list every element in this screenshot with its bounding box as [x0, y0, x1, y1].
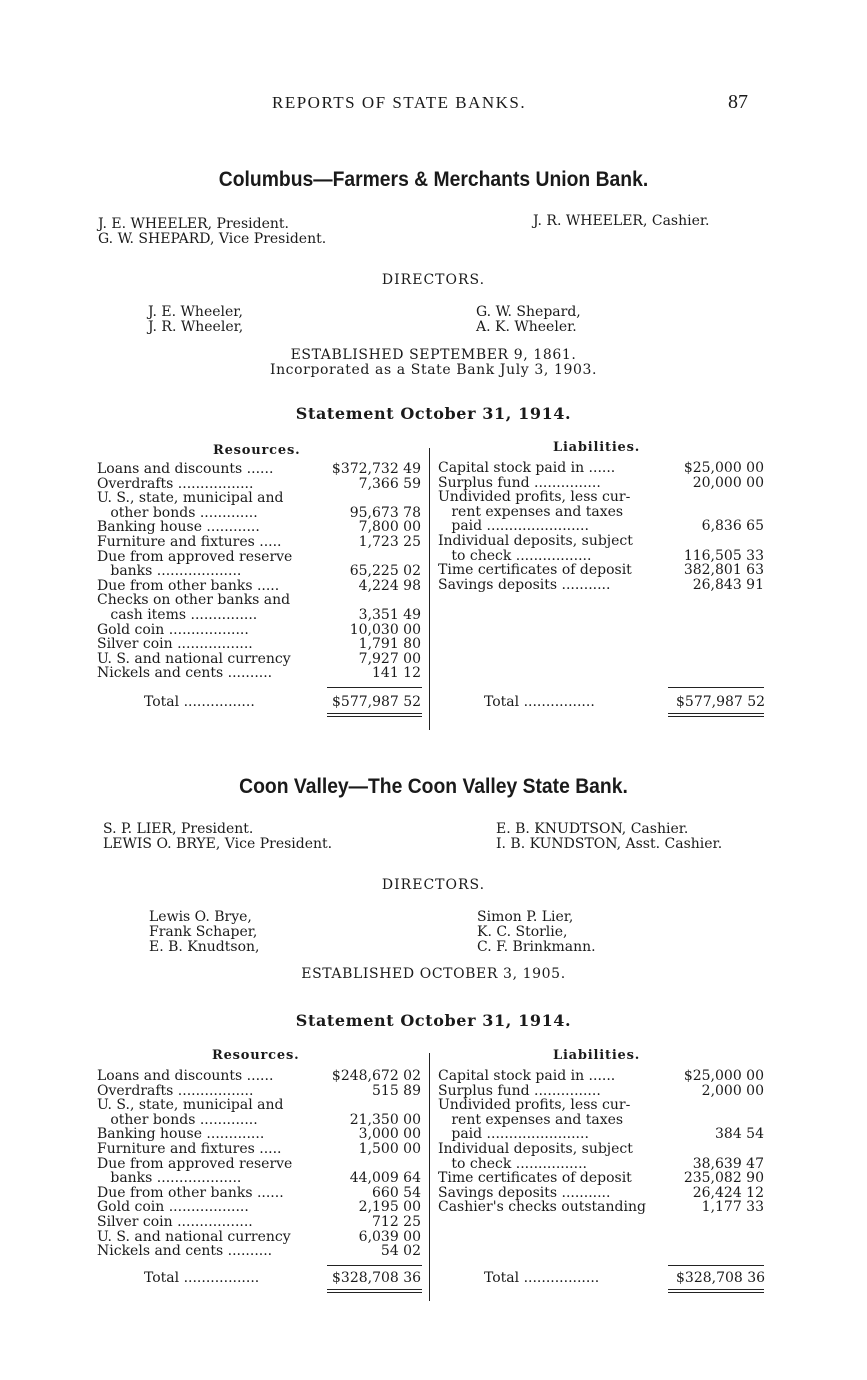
- liability-row: [438, 563, 764, 578]
- line-item-label: Silver coin .................: [97, 1214, 253, 1230]
- resource-row: [97, 1215, 421, 1230]
- line-item-amount: 712 25: [372, 1214, 421, 1230]
- liabilities-heading: Liabilities.: [553, 1048, 641, 1063]
- line-item-label: Capital stock paid in ......: [438, 460, 616, 476]
- established-info: [0, 348, 867, 378]
- director-name: E. B. Knudtson,: [149, 939, 260, 955]
- director-name: G. W. Shepard,: [476, 304, 581, 320]
- resource-row: [97, 535, 421, 550]
- director-name: Frank Schaper,: [149, 924, 258, 940]
- resource-row: [97, 1098, 421, 1113]
- line-item-label: Due from approved reserve: [97, 1155, 293, 1172]
- line-item-amount: 660 54: [372, 1184, 421, 1201]
- resource-row: [97, 608, 421, 623]
- line-item-label: Savings deposits ...........: [438, 1184, 611, 1201]
- liability-row: [438, 490, 764, 505]
- liability-row: [438, 534, 764, 549]
- line-item-amount: $372,732 49: [331, 461, 421, 477]
- line-item-label: Overdrafts .................: [97, 475, 254, 492]
- line-item-label: Capital stock paid in ......: [438, 1068, 616, 1084]
- line-item-amount: 65,225 02: [349, 563, 421, 580]
- liabilities-heading: Liabilities.: [553, 440, 641, 455]
- line-item-label: to check ................: [438, 1155, 587, 1172]
- line-item-label: U. S., state, municipal and: [97, 1097, 284, 1114]
- line-item-amount: 382,801 63: [683, 562, 764, 579]
- director-name: C. F. Brinkmann.: [477, 939, 596, 955]
- total-double-rule: [327, 1289, 422, 1293]
- line-item-label: Individual deposits, subject: [438, 533, 633, 549]
- resource-row: [97, 637, 421, 652]
- line-item-label: U. S. and national currency: [97, 1228, 291, 1245]
- incorporated-date: Incorporated as a State Bank July 3, 1903.: [269, 362, 598, 378]
- line-item-amount: $25,000 00: [683, 460, 764, 476]
- resource-row: [97, 1142, 421, 1157]
- line-item-amount: 4,224 98: [358, 577, 421, 594]
- director-name: A. K. Wheeler.: [476, 319, 577, 335]
- line-item-label: U. S. and national currency: [97, 650, 291, 667]
- established-info: [0, 967, 867, 982]
- resource-row: [97, 1244, 421, 1259]
- line-item-label: Banking house .............: [97, 1126, 265, 1143]
- officers-left: [98, 217, 326, 247]
- column-divider: [429, 448, 430, 730]
- total-label: Total ................: [484, 694, 595, 710]
- total-liabilities: $328,708 36: [676, 1270, 766, 1286]
- director-name: J. E. Wheeler,: [148, 304, 243, 320]
- total-resources: $328,708 36: [332, 1270, 422, 1286]
- subtotal-rule: [327, 687, 422, 688]
- line-item-label: Surplus fund ...............: [438, 1082, 601, 1099]
- line-item-amount: 20,000 00: [692, 474, 764, 491]
- line-item-label: Undivided profits, less cur-: [438, 1097, 631, 1114]
- liability-row: [438, 1200, 764, 1215]
- total-label: Total ................: [144, 694, 255, 710]
- liability-row: [438, 1069, 764, 1084]
- running-head: [0, 93, 867, 117]
- line-item-label: Due from approved reserve: [97, 548, 293, 565]
- line-item-amount: 1,723 25: [358, 534, 421, 550]
- line-item-amount: 384 54: [715, 1126, 764, 1143]
- resource-row: [97, 564, 421, 579]
- line-item-amount: 95,673 78: [349, 504, 421, 521]
- resources-heading: Resources.: [213, 443, 301, 458]
- liability-row: [438, 1142, 764, 1157]
- subtotal-rule: [668, 1265, 764, 1266]
- line-item-label: Banking house ............: [97, 519, 260, 536]
- directors-right: [476, 305, 581, 335]
- line-item-amount: 2,195 00: [358, 1199, 421, 1216]
- line-item-label: U. S., state, municipal and: [97, 490, 284, 507]
- established-date: ESTABLISHED OCTOBER 3, 1905.: [301, 966, 566, 982]
- director-name: Lewis O. Brye,: [149, 909, 252, 925]
- line-item-label: Overdrafts .................: [97, 1082, 254, 1099]
- line-item-label: paid .......................: [438, 518, 589, 535]
- line-item-label: Due from other banks ......: [97, 1184, 284, 1201]
- line-item-amount: 7,927 00: [358, 650, 421, 667]
- line-item-amount: 235,082 90: [683, 1170, 764, 1187]
- officer-president: S. P. LIER, President.: [103, 821, 254, 837]
- line-item-amount: 1,177 33: [701, 1199, 764, 1216]
- line-item-amount: 1,500 00: [358, 1141, 421, 1157]
- total-double-rule: [668, 1289, 764, 1293]
- line-item-amount: $248,672 02: [331, 1068, 421, 1084]
- line-item-amount: 26,424 12: [692, 1184, 764, 1201]
- line-item-label: banks ...................: [97, 1170, 242, 1187]
- director-name: K. C. Storlie,: [477, 924, 568, 940]
- officer-cashier: J. R. WHEELER, Cashier.: [533, 213, 710, 229]
- line-item-label: cash items ...............: [97, 607, 258, 623]
- line-item-amount: 141 12: [372, 665, 421, 682]
- statement-title: Statement October 31, 1914.: [295, 1011, 572, 1030]
- line-item-label: Surplus fund ...............: [438, 474, 601, 491]
- officer-president: J. E. WHEELER, President.: [98, 216, 289, 232]
- line-item-amount: 1,791 80: [358, 636, 421, 653]
- total-liabilities: $577,987 52: [676, 694, 766, 710]
- line-item-label: Nickels and cents ..........: [97, 1243, 273, 1260]
- liability-row: [438, 461, 764, 476]
- directors-heading: DIRECTORS.: [381, 272, 486, 288]
- resources-heading: Resources.: [212, 1048, 300, 1063]
- line-item-amount: 21,350 00: [349, 1111, 421, 1128]
- line-item-label: Individual deposits, subject: [438, 1141, 633, 1157]
- officers-left: [103, 822, 332, 852]
- page-number: 87: [728, 91, 748, 113]
- line-item-amount: 10,030 00: [349, 621, 421, 638]
- officer-cashier: E. B. KNUDTSON, Cashier.: [496, 821, 689, 837]
- line-item-amount: 54 02: [380, 1243, 421, 1260]
- line-item-label: Time certificates of deposit: [438, 562, 632, 579]
- line-item-amount: 6,039 00: [358, 1228, 421, 1245]
- line-item-label: Furniture and fixtures .....: [97, 1141, 282, 1157]
- line-item-label: Savings deposits ...........: [438, 576, 611, 593]
- line-item-amount: 116,505 33: [683, 547, 764, 564]
- line-item-amount: 7,366 59: [358, 475, 421, 492]
- line-item-amount: 2,000 00: [701, 1082, 764, 1099]
- director-name: J. R. Wheeler,: [148, 319, 244, 335]
- line-item-amount: 26,843 91: [692, 576, 764, 593]
- statement-title: Statement October 31, 1914.: [295, 404, 572, 423]
- resource-row: [97, 462, 421, 477]
- line-item-label: rent expenses and taxes: [438, 1111, 624, 1128]
- bank-title: Columbus—Farmers & Merchants Union Bank.: [218, 168, 649, 191]
- officers-right: [496, 822, 722, 852]
- line-item-label: rent expenses and taxes: [438, 503, 624, 520]
- resource-row: [97, 1171, 421, 1186]
- line-item-label: other bonds .............: [97, 504, 258, 521]
- directors-right: [477, 910, 596, 955]
- resource-row: [97, 491, 421, 506]
- line-item-label: Gold coin ..................: [97, 621, 249, 638]
- resource-row: [97, 1069, 421, 1084]
- line-item-label: banks ...................: [97, 563, 242, 580]
- liability-row: [438, 1098, 764, 1113]
- liability-row: [438, 578, 764, 593]
- total-label: Total .................: [484, 1270, 600, 1286]
- line-item-label: to check .................: [438, 547, 592, 564]
- line-item-label: Checks on other banks and: [97, 592, 291, 609]
- line-item-amount: 7,800 00: [358, 519, 421, 536]
- line-item-amount: 3,351 49: [358, 607, 421, 623]
- directors-left: [148, 305, 243, 335]
- line-item-label: Gold coin ..................: [97, 1199, 249, 1216]
- directors-heading: DIRECTORS.: [381, 877, 486, 893]
- line-item-amount: 3,000 00: [358, 1126, 421, 1143]
- running-title: REPORTS OF STATE BANKS.: [272, 93, 527, 112]
- line-item-label: Due from other banks .....: [97, 577, 280, 594]
- subtotal-rule: [668, 687, 764, 688]
- line-item-amount: 38,639 47: [692, 1155, 764, 1172]
- line-item-label: Furniture and fixtures .....: [97, 534, 282, 550]
- line-item-amount: 6,836 65: [701, 518, 764, 535]
- line-item-label: Silver coin .................: [97, 636, 253, 653]
- officer-vice-president: G. W. SHEPARD, Vice President.: [98, 231, 327, 247]
- subtotal-rule: [327, 1265, 422, 1266]
- line-item-label: Undivided profits, less cur-: [438, 489, 631, 506]
- total-double-rule: [327, 713, 422, 717]
- line-item-label: Time certificates of deposit: [438, 1170, 632, 1187]
- officer-vice-president: LEWIS O. BRYE, Vice President.: [103, 836, 333, 852]
- line-item-amount: $25,000 00: [683, 1068, 764, 1084]
- line-item-label: Nickels and cents ..........: [97, 665, 273, 682]
- officer-asst-cashier: I. B. KUNDSTON, Asst. Cashier.: [496, 836, 723, 852]
- line-item-amount: 515 89: [372, 1082, 421, 1099]
- total-label: Total .................: [144, 1270, 260, 1286]
- directors-left: [149, 910, 259, 955]
- line-item-label: other bonds .............: [97, 1111, 258, 1128]
- line-item-label: Loans and discounts ......: [97, 1068, 274, 1084]
- line-item-amount: 44,009 64: [349, 1170, 421, 1187]
- established-date: ESTABLISHED SEPTEMBER 9, 1861.: [290, 347, 577, 363]
- liability-row: [438, 1171, 764, 1186]
- resource-row: [97, 666, 421, 681]
- total-double-rule: [668, 713, 764, 717]
- line-item-label: paid .......................: [438, 1126, 589, 1143]
- column-divider: [429, 1053, 430, 1301]
- officers-right: [533, 214, 710, 229]
- line-item-label: Cashier's checks outstanding: [438, 1199, 646, 1216]
- director-name: Simon P. Lier,: [477, 909, 574, 925]
- line-item-label: Loans and discounts ......: [97, 461, 274, 477]
- total-resources: $577,987 52: [332, 694, 422, 710]
- bank-title: Coon Valley—The Coon Valley State Bank.: [239, 775, 628, 798]
